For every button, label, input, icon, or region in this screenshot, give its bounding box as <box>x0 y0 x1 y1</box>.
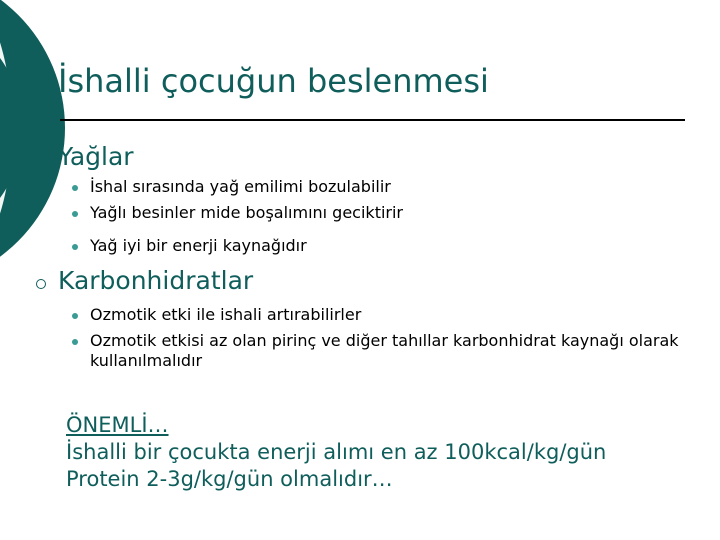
list-item: İshal sırasında yağ emilimi bozulabilir <box>90 177 391 196</box>
important-note <box>66 412 606 493</box>
section-heading-fats: Yağlar <box>58 142 134 171</box>
slide-title: İshalli çocuğun beslenmesi <box>58 62 489 100</box>
bullet-dot-icon <box>72 211 78 217</box>
section-bullet-icon <box>36 279 46 289</box>
title-divider <box>60 119 685 121</box>
list-item: Ozmotik etkisi az olan pirinç ve diğer tahıllar karbonhidrat kaynağı olarak kullanılmalıdır <box>90 331 679 370</box>
note-heading: ÖNEMLİ… <box>66 413 169 437</box>
bullet-dot-icon <box>72 185 78 191</box>
bullet-dot-icon <box>72 313 78 319</box>
section-heading-carbohydrates: Karbonhidratlar <box>58 266 254 295</box>
bullet-dot-icon <box>72 244 78 250</box>
note-line: İshalli bir çocukta enerji alımı en az 100kcal/kg/gün <box>66 440 607 464</box>
note-line: Protein 2-3g/kg/gün olmalıdır… <box>66 467 393 491</box>
list-item: Yağ iyi bir enerji kaynağıdır <box>90 236 307 255</box>
list-item: Yağlı besinler mide boşalımını geciktirir <box>90 203 404 222</box>
list-item: Ozmotik etki ile ishali artırabilirler <box>90 305 362 324</box>
bullet-dot-icon <box>72 339 78 345</box>
